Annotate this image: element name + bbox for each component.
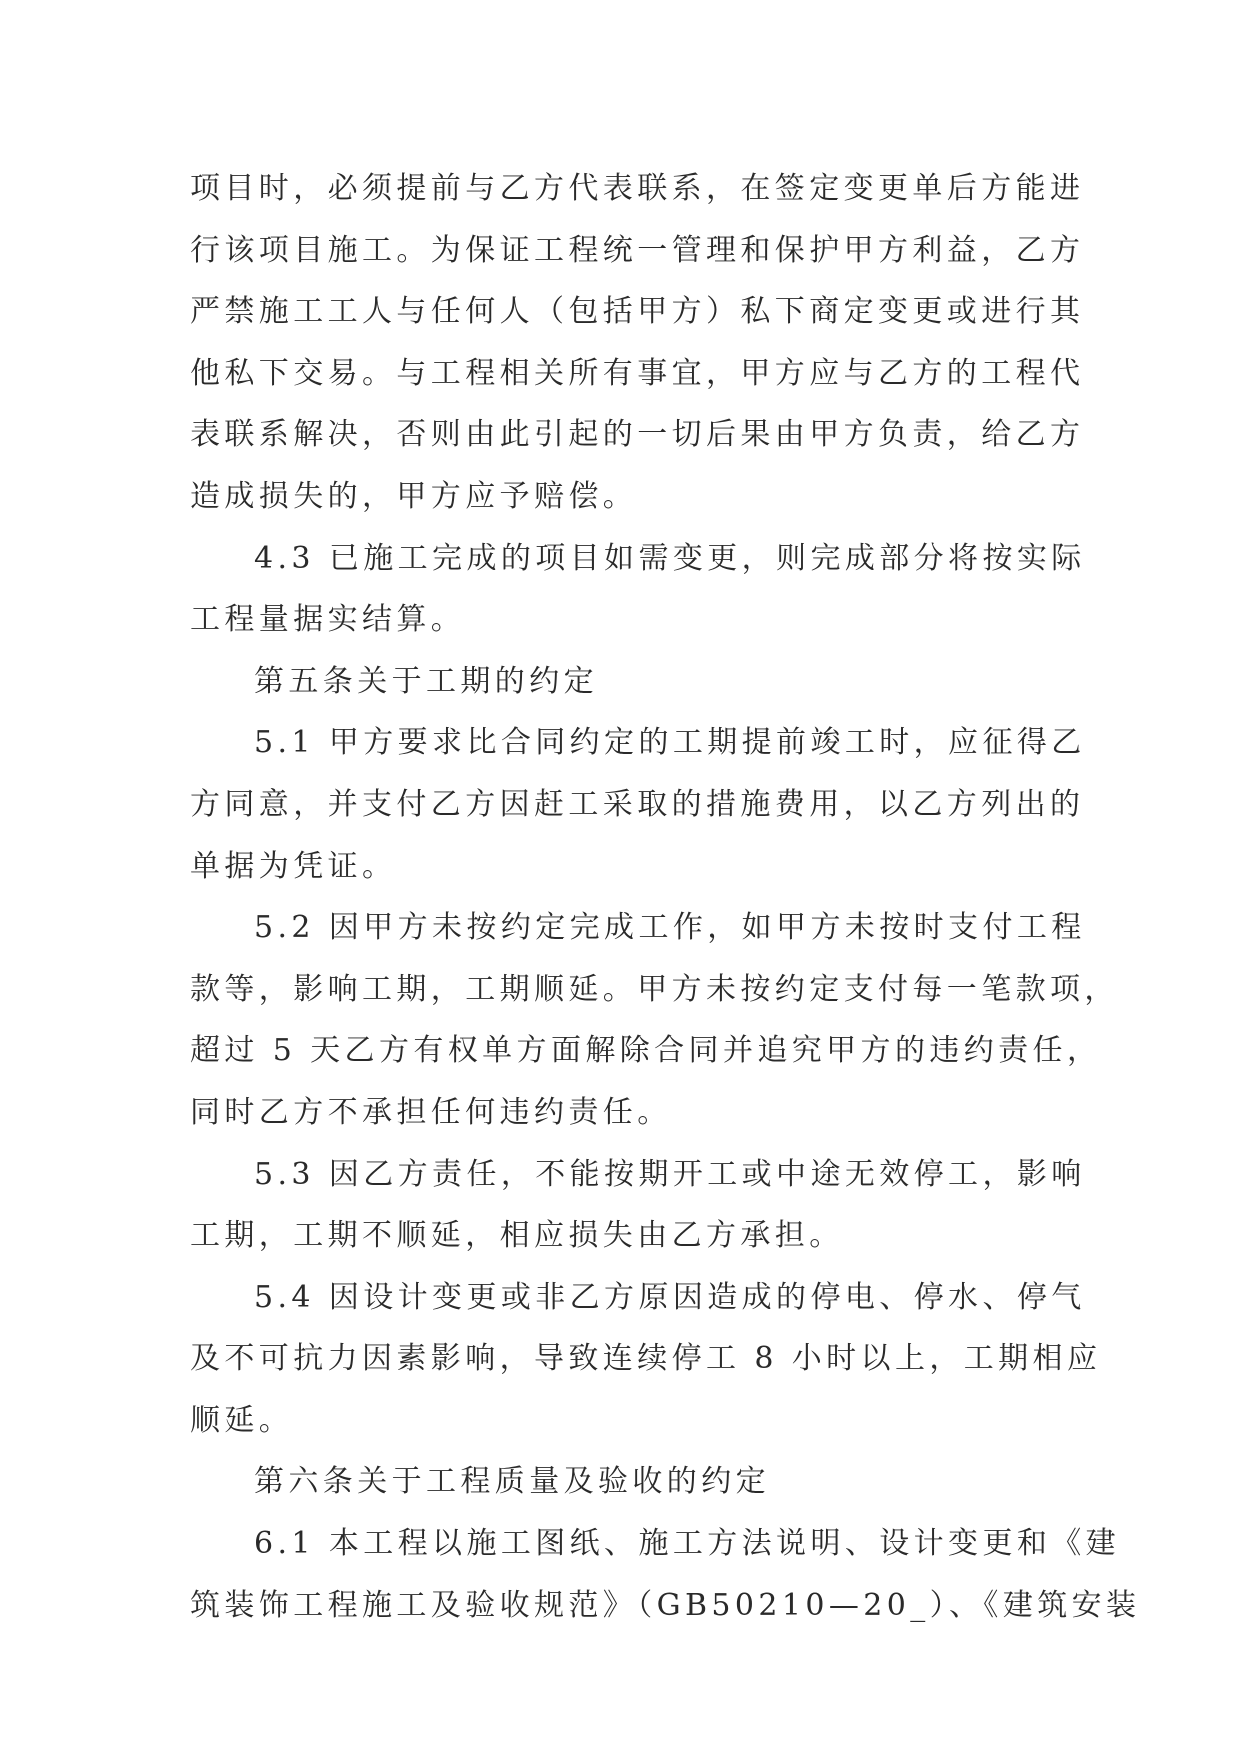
text-line: 他私下交易。与工程相关所有事宜，甲方应与乙方的工程代	[190, 355, 1085, 391]
text-line: 单据为凭证。	[190, 848, 397, 884]
clause-6-1	[190, 1513, 1141, 1636]
text-line: 及不可抗力因素影响，导致连续停工 8 小时以上，工期相应	[190, 1341, 1102, 1377]
document-body	[190, 158, 1141, 1636]
clause-5-4	[190, 1267, 1102, 1452]
text-line: 表联系解决，否则由此引起的一切后果由甲方负责，给乙方	[190, 417, 1085, 453]
text-line: 行该项目施工。为保证工程统一管理和保护甲方利益，乙方	[190, 232, 1085, 268]
text-line: 筑装饰工程施工及验收规范》（GB50210—20_）、《建筑安装	[190, 1587, 1141, 1623]
article-5-heading	[190, 651, 1060, 713]
text-line: 严禁施工工人与任何人（包括甲方）私下商定变更或进行其	[190, 294, 1085, 330]
text-line: 工期，工期不顺延，相应损失由乙方承担。	[190, 1218, 844, 1254]
text-line: 项目时，必须提前与乙方代表联系，在签定变更单后方能进	[190, 171, 1085, 206]
clause-5-3	[190, 1144, 1086, 1267]
article-6-heading	[190, 1451, 1060, 1513]
clause-5-1	[190, 712, 1086, 897]
text-line: 同时乙方不承担任何违约责任。	[190, 1094, 672, 1130]
paragraph-change-contact	[190, 158, 1085, 528]
text-line: 6.1 本工程以施工图纸、施工方法说明、设计变更和《建	[254, 1526, 1121, 1562]
section-heading: 第六条关于工程质量及验收的约定	[254, 1464, 770, 1500]
text-line: 5.4 因设计变更或非乙方原因造成的停电、停水、停气	[254, 1279, 1086, 1315]
clause-4-3	[190, 528, 1086, 651]
clause-5-2	[190, 897, 1119, 1143]
text-line: 4.3 已施工完成的项目如需变更，则完成部分将按实际	[254, 540, 1086, 576]
text-line: 超过 5 天乙方有权单方面解除合同并追究甲方的违约责任，	[190, 1033, 1102, 1069]
text-line: 方同意，并支付乙方因赶工采取的措施费用，以乙方列出的	[190, 786, 1085, 822]
text-line: 款等，影响工期，工期顺延。甲方未按约定支付每一笔款项，	[190, 971, 1119, 1007]
text-line: 5.2 因甲方未按约定完成工作，如甲方未按时支付工程	[254, 910, 1086, 946]
text-line: 造成损失的，甲方应予赔偿。	[190, 478, 638, 514]
text-line: 顺延。	[190, 1402, 294, 1438]
text-line: 5.1 甲方要求比合同约定的工期提前竣工时，应征得乙	[254, 725, 1086, 761]
text-line: 工程量据实结算。	[190, 602, 466, 638]
text-line: 5.3 因乙方责任，不能按期开工或中途无效停工，影响	[254, 1156, 1086, 1192]
section-heading: 第五条关于工期的约定	[254, 663, 598, 699]
